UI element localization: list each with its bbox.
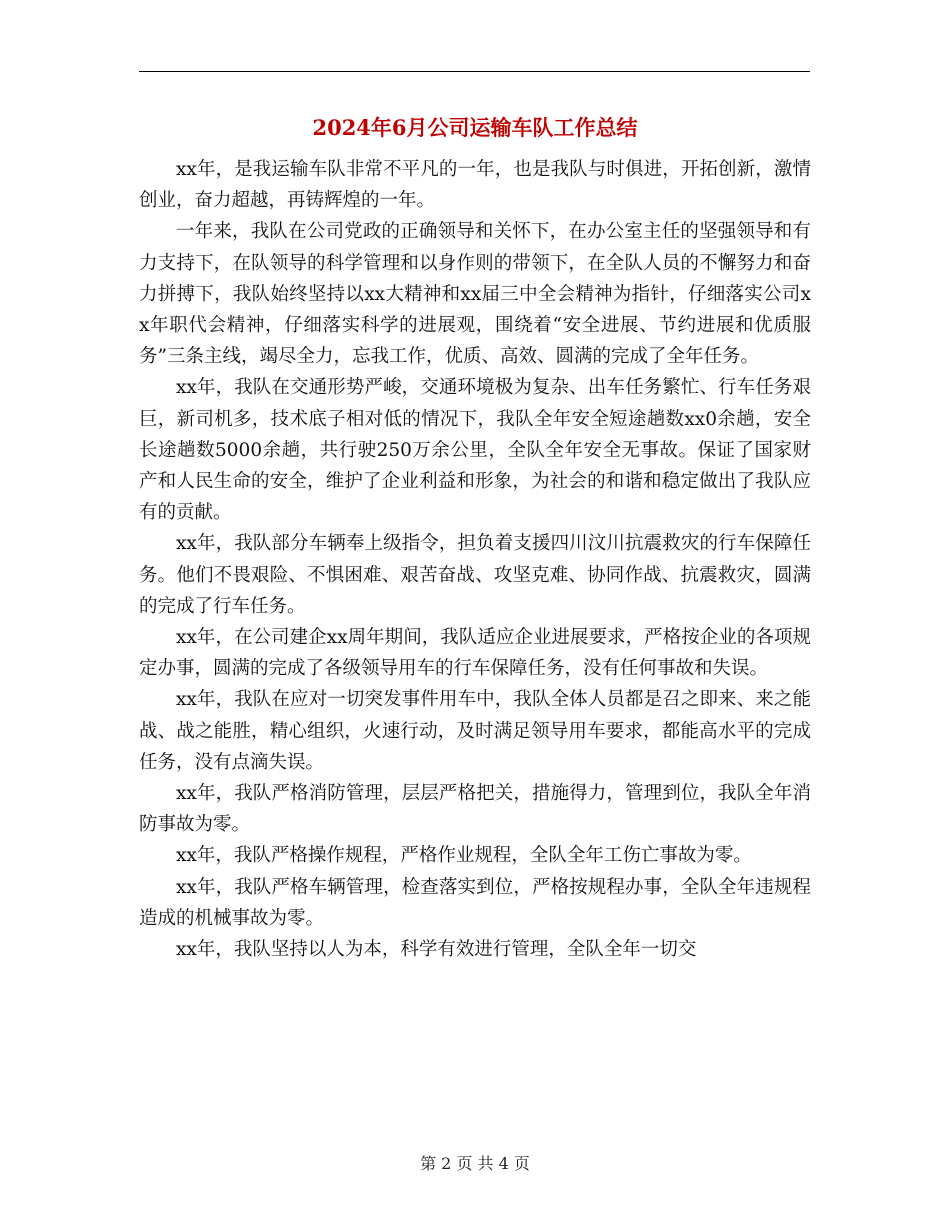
- paragraph-9: xx年，我队严格车辆管理，检查落实到位，严格按规程办事，全队全年违规程造成的机械事故为零。: [139, 876, 811, 929]
- header-rule: [139, 71, 810, 72]
- paragraph-10: xx年，我队坚持以人为本，科学有效进行管理，全队全年一切交: [176, 939, 697, 961]
- page-number-footer: 第 2 页 共 4 页: [420, 1154, 530, 1173]
- paragraph-3: xx年，我队在交通形势严峻，交通环境极为复杂、出车任务繁忙、行车任务艰巨，新司机多，技术底子相对低的情况下，我队全年安全短途趟数xx0余趟，安全长途趟数5000余趟，共行驶250万余公里，全队全年安全无事故。保证了国家财产和人民生命的安全，维护了企业利益和形象，为社会的和谐和稳定做出了我队应有的贡献。: [139, 377, 811, 524]
- document-body: [139, 154, 811, 965]
- paragraph-8: xx年，我队严格操作规程，严格作业规程，全队全年工伤亡事故为零。: [176, 845, 752, 867]
- paragraph-4: xx年，我队部分车辆奉上级指令，担负着支援四川汶川抗震救灾的行车保障任务。他们不畏艰险、不惧困难、艰苦奋战、攻坚克难、协同作战、抗震救灾，圆满的完成了行车任务。: [139, 533, 811, 617]
- paragraph-6: xx年，我队在应对一切突发事件用车中，我队全体人员都是召之即来、来之能战、战之能胜，精心组织，火速行动，及时满足领导用车要求，都能高水平的完成任务，没有点滴失误。: [139, 689, 811, 773]
- paragraph-1: xx年，是我运输车队非常不平凡的一年，也是我队与时俱进，开拓创新，激情创业，奋力超越，再铸辉煌的一年。: [139, 159, 811, 212]
- document-title: 2024年6月公司运输车队工作总结: [312, 115, 638, 140]
- paragraph-7: xx年，我队严格消防管理，层层严格把关，措施得力，管理到位，我队全年消防事故为零。: [139, 783, 811, 836]
- paragraph-2: 一年来，我队在公司党政的正确领导和关怀下，在办公室主任的坚强领导和有力支持下，在队领导的科学管理和以身作则的带领下，在全队人员的不懈努力和奋力拼搏下，我队始终坚持以xx大精神和xx届三中全会精神为指针，仔细落实公司xx年职代会精神，仔细落实科学的进展观，围绕着“安全进展、节约进展和优质服务”三条主线，竭尽全力，忘我工作，优质、高效、圆满的完成了全年任务。: [139, 221, 811, 368]
- paragraph-5: xx年，在公司建企xx周年期间，我队适应企业进展要求，严格按企业的各项规定办事，圆满的完成了各级领导用车的行车保障任务，没有任何事故和失误。: [139, 627, 811, 680]
